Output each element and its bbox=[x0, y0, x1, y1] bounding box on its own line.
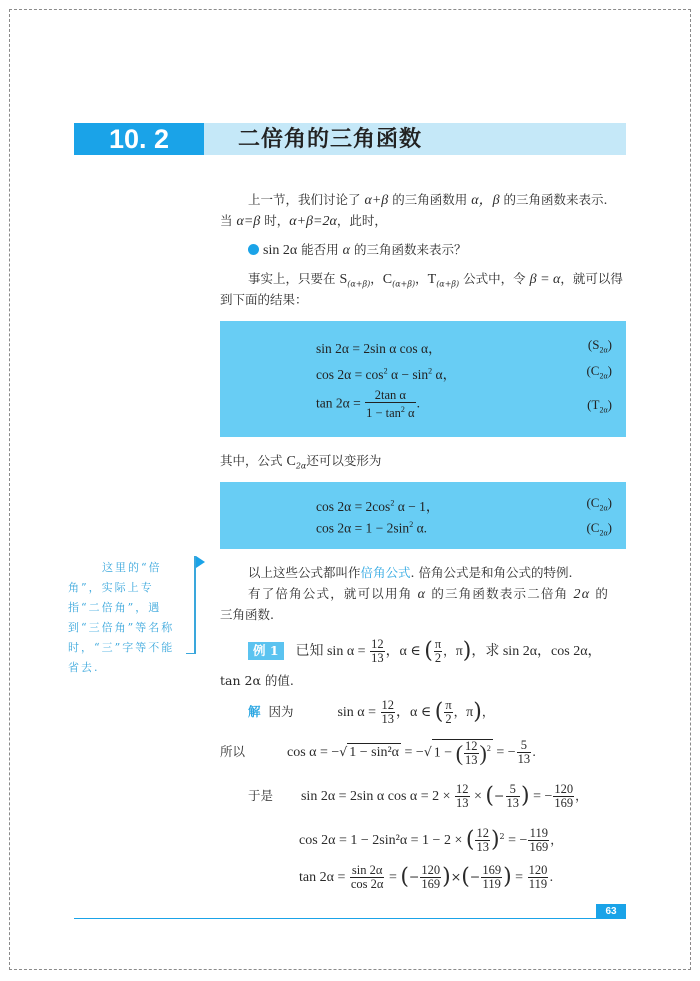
tag-T2a: $(T_{2\alpha})$ bbox=[587, 397, 612, 415]
tag-S2a: $(S_{2\alpha})$ bbox=[587, 337, 612, 355]
derive-line-2: 到下面的结果： bbox=[220, 292, 308, 307]
question-bullet-icon bbox=[248, 244, 259, 255]
example-label: 例 1 bbox=[248, 642, 284, 660]
tag-C2a-1: $(C_{2\alpha})$ bbox=[586, 495, 612, 513]
formula-box-cos-variants bbox=[220, 482, 626, 549]
solution-line-sin2a: 于是 sin 2α = 2sin α cos α = 2 × $\frac{12}{13}$ × (− $\frac{5}{13}$ ) = − $\frac{120}{169}$ ， bbox=[248, 782, 588, 810]
question: sin 2α 能否用 α 的三角函数来表示？ bbox=[248, 241, 466, 260]
example-1-line-1: 例 1 已知 sin α = $\frac{12}{13}$ ，α ∈ ( $\frac{\pi}{2}$ ，π)，求 sin 2α，cos 2α， bbox=[248, 637, 602, 666]
section-number: 10. 2 bbox=[74, 123, 204, 155]
summary-line-2: 有了倍角公式，就可以用角 α 的三角函数表示二倍角 2α 的 bbox=[248, 586, 610, 602]
sidenote-rule bbox=[194, 556, 196, 654]
term-double-angle-formula: 倍角公式 bbox=[360, 565, 411, 580]
solution-line-tan2a: tan 2α = $\frac{\sin 2\alpha}{\cos 2\alpha}$ = (− $\frac{120}{169}$ )×(− $\frac{169}{119}$ ) = $\frac{120}{119}$ . bbox=[299, 863, 554, 891]
page-number: 63 bbox=[596, 904, 626, 919]
summary-line-1: 以上这些公式都叫作倍角公式. 倍角公式是和角公式的特例. bbox=[248, 565, 573, 580]
transform-text: 其中，公式 $C_{2\alpha}$还可以变形为 bbox=[220, 453, 382, 471]
example-1-line-2: tan 2α 的值. bbox=[220, 673, 294, 688]
formula-tan2a: tan 2α = $\frac{\text{2tan α}}{1 - \tan^2 \alpha}$ . bbox=[316, 388, 420, 421]
solution-line-cos2a: cos 2α = 1 − 2sin²α = 1 − 2 × ( $\frac{12}{13}$ )$^2$ = − $\frac{119}{169}$ ， bbox=[299, 826, 563, 855]
section-title-bar bbox=[204, 123, 626, 155]
section-title: 二倍角的三角函数 bbox=[238, 126, 423, 152]
solution-label: 解 bbox=[248, 704, 261, 719]
tag-C2a: $(C_{2\alpha})$ bbox=[586, 363, 612, 381]
formula-cos2a-variant-1: $\cos 2\alpha = 2\cos^2$ α − 1， bbox=[316, 498, 440, 514]
sidenote-rule-foot bbox=[186, 653, 196, 654]
solution-line-given: 解 因为 sin α = $\frac{12}{13}$ ，α ∈ ( $\frac{\pi}{2}$ ，π)， bbox=[248, 698, 495, 726]
derive-line-1: 事实上，只要在 $S_{(\alpha+\beta)}$，$C_{(\alpha+\beta)}$，$T_{(\alpha+\beta)}$ 公式中，令 β = α，就可以得 bbox=[248, 271, 623, 289]
flag-icon bbox=[196, 556, 205, 568]
formula-cos2a-variant-2: $\cos 2\alpha = 1 - 2\sin^2$ α. bbox=[316, 520, 428, 536]
sidenote: 这里的“倍角”，实际上专指“二倍角”，遇到“三倍角”等名称时，“三”字等不能省去. bbox=[68, 561, 175, 674]
tag-C2a-2: $(C_{2\alpha})$ bbox=[586, 520, 612, 538]
formula-cos2a: $\cos 2\alpha = \cos^2 \alpha - \sin^2 \alpha$， bbox=[316, 366, 457, 382]
intro-line-1: 上一节，我们讨论了 α+β 的三角函数用 α，β 的三角函数来表示. bbox=[248, 192, 608, 208]
footer-rule bbox=[74, 918, 626, 919]
formula-sin2a: sin 2α = 2sin α cos α， bbox=[316, 341, 442, 356]
intro-line-2: 当 α=β 时，α+β=2α，此时， bbox=[220, 213, 387, 229]
summary-line-3: 三角函数. bbox=[220, 607, 274, 622]
formula-box-double-angle bbox=[220, 321, 626, 437]
solution-line-cos: 所以 cos α = −√ 1 − sin²α = −√ 1 − ( $\frac{12}{13}$ )$^2$ = − $\frac{5}{13}$ . bbox=[220, 738, 537, 767]
